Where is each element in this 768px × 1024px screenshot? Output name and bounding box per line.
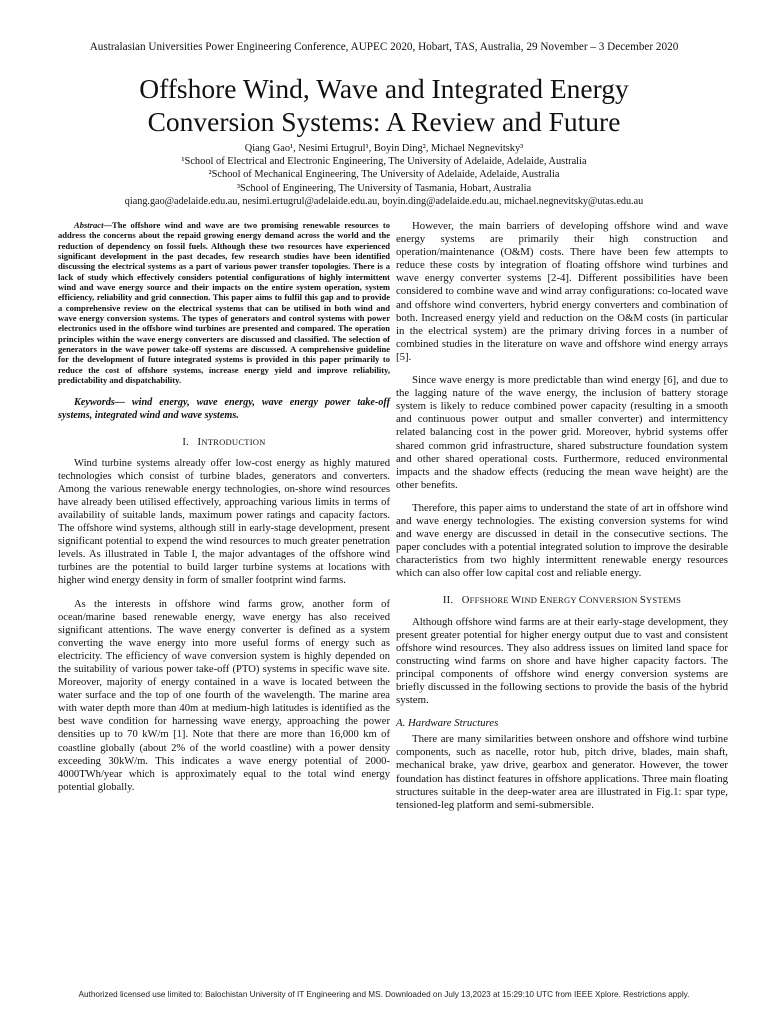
section-title-rest: NTRODUCTION (201, 436, 266, 447)
sc-letter: E (539, 595, 547, 607)
section-initial: I (197, 435, 202, 448)
abstract-dash: — (103, 220, 112, 230)
paragraph-aims: Therefore, this paper aims to understand the state of art in offshore wind and wave energy technologies. The existing conversion systems for wind and wave energy are discussed in detail in the consecutive sections. The paper concludes with a potential integrated solution to improve the desirable characteristics from two highly intermittent renewable energy resources which can also offer low capital cost and reliable energy. (396, 501, 728, 580)
paragraph-intro-2: As the interests in offshore wind farms grow, another form of ocean/marine based renewable energy, wave energy has also received significant attentions. The wave energy converter is defined as a system converting the wave energy into more useful forms of energy such as electricity. The efficiency of wave conversion system is highly depended on the suitability of various power take-off (PTO) systems in specific wave site. Moreover, majority of energy contained in a wave is located between the water surface and the top of one fourth of the wavelength. The marine area with water depth more than 40m at medium-high latitudes is identified as the best wave condition for harnessing wave energy, approaching the power densities up to 70 kW/m [1]. Note that there are more than 16,000 km of coastline globally (about 2% of the world coastline) with a power density exceeding 30kW/m. This indicates a wave energy potential of 2000-4000TWh/year which is approximately equal to the total wind energy potential globally. (58, 598, 390, 793)
paper-title (40, 72, 728, 138)
paragraph-offshore-wind: Although offshore wind farms are at their early-stage development, they present greater potential for higher energy output due to vast and consistent offshore wind resources. They also address issues on limited land space for constructing wind farms on shore and have higher capacity factors. The principal components of offshore wind energy conversion systems are briefly discussed in the following sections to provide the basis of the hybrid system. (396, 615, 728, 707)
right-column (396, 220, 728, 822)
sc-rest: YSTEMS (646, 595, 682, 606)
section-number: II. (442, 595, 454, 607)
author-emails: qiang.gao@adelaide.edu.au, nesimi.ertugrul@adelaide.edu.au, boyin.ding@adelaide.edu.au, michael.negnevitsky@utas.edu.au (124, 195, 644, 207)
sc-letter: S (639, 595, 647, 607)
keywords-label: Keywords (74, 396, 115, 408)
subsection-heading-hardware: A. Hardware Structures (396, 717, 499, 730)
section-number: I. (182, 436, 189, 448)
author-block (30, 142, 738, 208)
title-line-2: Conversion Systems: A Review and Future (147, 106, 621, 137)
sc-letter: W (511, 595, 522, 607)
download-footer: Authorized licensed use limited to: Balochistan University of IT Engineering and MS. Downloaded on July 13,2023 at 15:29:10 UTC from IEEE Xplore. Restrictions apply. (78, 990, 690, 999)
keywords-text: wind energy, wave energy, wave energy power take-off systems, integrated wind and wave systems. (58, 396, 390, 421)
sc-rest: NERGY (546, 595, 579, 606)
sc-rest: FFSHORE (469, 595, 512, 606)
affiliation-1: ¹School of Electrical and Electronic Engineering, The University of Adelaide, Adelaide, Australia (181, 156, 587, 168)
sc-rest: IND (521, 595, 540, 606)
author-names: Qiang Gao¹, Nesimi Ertugrul¹, Boyin Ding², Michael Negnevitsky³ (244, 143, 524, 154)
paragraph-barriers: However, the main barriers of developing offshore wind and wave energy systems are primarily their high construction and operation/maintenance (O&M) costs. There have been few attempts to reduce these costs by integration of floating offshore wind turbines and wave energy converter systems [2-4]. Different possibilities have been considered to combine wave and wind array configurations: co-located wave and offshore wind converters, hybrid energy converters and combination of both. Increased energy yield and reduction on the O&M costs (in particular in the electrical system) are the primary driving forces in a number of combined studies in the literature on wave and offshore wind energy arrays [5]. (396, 220, 728, 363)
left-column (58, 220, 390, 804)
abstract-label: Abstract (74, 220, 104, 230)
abstract (58, 220, 390, 386)
affiliation-3: ³School of Engineering, The University of Tasmania, Hobart, Australia (236, 182, 532, 194)
title-line-1: Offshore Wind, Wave and Integrated Energy (139, 73, 629, 104)
paragraph-hardware: There are many similarities between onshore and offshore wind turbine components, such as nacelle, rotor hub, pitch drive, blades, main shaft, mechanical brake, yaw drive, gearbox and generator. However, the tower foundation has distinct features in offshore applications. Three main floating structures suitable in the deep-water area are illustrated in Fig.1: spar type, tensioned-leg platform and semi-submersible. (396, 733, 728, 811)
paragraph-intro-1: Wind turbine systems already offer low-cost energy as highly matured technologies which consist of turbine blades, generators and converters. Among the various renewable energy technologies, on-shore wind resources have already been utilised effectively, approaching various limits in terms of availability of suitable lands, maximum power ratings and capacity factors. The offshore wind systems, although still in early-stage development, present significant potential to expend the wind resources to much greater penetration levels. As illustrated in Table I, the major advantages of the offshore wind turbines are the potential to build larger turbine systems at locations with higher wind energy density in form of smaller footprint wind farms. (58, 457, 390, 587)
affiliation-2: ²School of Mechanical Engineering, The University of Adelaide, Adelaide, Australia (208, 169, 560, 181)
paragraph-predictability: Since wave energy is more predictable than wind energy [6], and due to the lagging nature of the wave energy, the inclusion of battery storage system is likely to reduce combined power capacity (resulting in a smooth and continuous power output and smaller converter) and intermittency related balancing cost in the power grid. Moreover, hybrid systems offer shared common grid infrastructure, shared substructure foundation system and other shared operational costs. Furthermore, reduced environmental impacts and the shadow effects (reducing the mean wave height) are the other benefits. (396, 374, 728, 491)
sc-letter: C (578, 595, 587, 607)
sc-letter: O (461, 595, 470, 607)
abstract-text: The offshore wind and wave are two promising renewable resources to address the concerns about the repaid growing energy demand across the world and the reduction of dependency on fossil fuels. Although these two resources have experienced significant development in the past decades, few research studies have been identified discussing the electrical systems as a part of various power transfer topologies. There is a lack of study which effectively considers potential configurations of highly intermittent wind and wave energy source and their impacts on the entire system operation, system efficiency, reliability and grid connection. This paper aims to fulfil this gap and to provide a comprehensive review on the electrical systems that can be utilised in both wind and wave energy conversion systems. The types of generators and control systems with power electronics used in the offshore wind turbines are presented and compared. The operation principles within the wave energy converters are discussed and classified. The selection of generators in the wave power take-off systems are discussed. A comprehensive guideline for the development of future integrated systems is provided in this paper primarily to reduce the cost of offshore systems, increase energy yield and improve reliability, predictability and dispatchability. (58, 220, 390, 386)
keywords-dash: — (114, 396, 125, 408)
section-heading-offshore-wind (396, 594, 728, 607)
section-heading-introduction (58, 436, 390, 449)
conference-header: Australasian Universities Power Engineering Conference, AUPEC 2020, Hobart, TAS, Australia, 29 November – 3 December 2020 (89, 41, 679, 53)
sc-rest: ONVERSION (586, 595, 640, 606)
keywords (58, 396, 390, 422)
